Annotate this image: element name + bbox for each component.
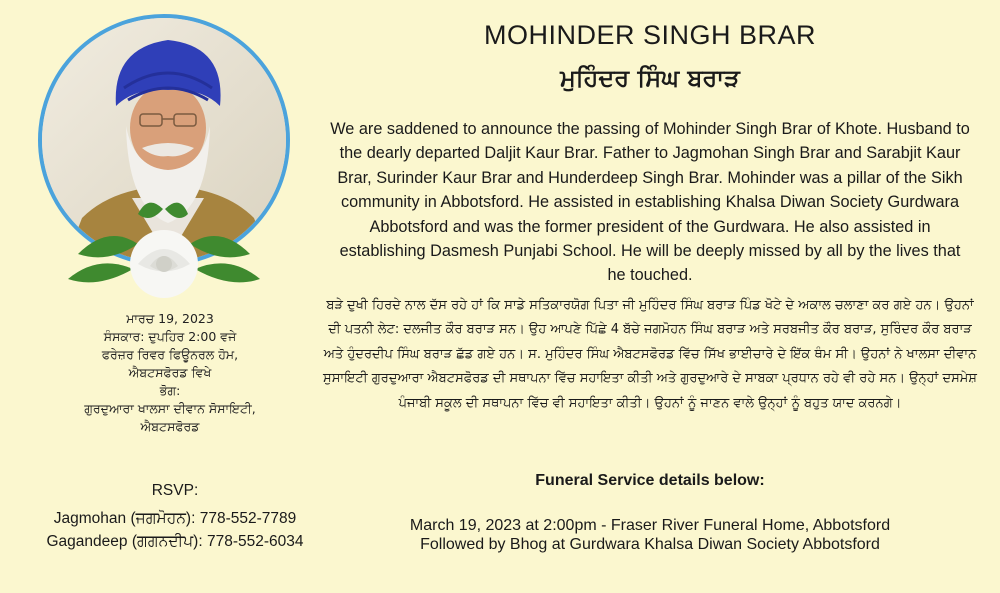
rsvp-contact-name: Gagandeep (ਗਗਨਦੀਪ) — [46, 533, 199, 550]
obituary-english: We are saddened to announce the passing of Mohinder Singh Brar of Khote. Husband to the dearly departed Daljit Kaur Brar. Father to Jagmohan Singh Brar and Sarabjit Kaur Brar, Surinder Kaur Brar and Hunderdeep Singh Brar. Mohinder was a pillar of the Sikh community in Abbotsford. He assisted in establishing Khalsa Diwan Society Gurdwara Abbotsford and was the former president of the Gurdwara. He also assisted in establishing Dasmesh Punjabi School. He will be deeply missed by all by the lives that he touched. — [330, 120, 970, 285]
punjabi-venue: ਫਰੇਜ਼ਰ ਰਿਵਰ ਫਿਊਨਰਲ ਹੋਮ, — [101, 347, 239, 362]
rsvp-contact-name: Jagmohan (ਜਗਮੋਹਨ) — [53, 510, 192, 527]
punjabi-date: ਮਾਰਚ 19, 2023 — [126, 311, 214, 326]
funeral-title: Funeral Service details below: — [535, 472, 765, 489]
punjabi-bhog-city: ਐਬਟਸਫੋਰਡ — [140, 419, 200, 434]
punjabi-bhog-label: ਭੋਗ: — [159, 383, 181, 398]
right-column — [323, 0, 977, 593]
left-column — [0, 0, 340, 593]
name-english: MOHINDER SINGH BRAR — [483, 20, 817, 50]
punjabi-venue-city: ਐਬਟਸਫੋਰਡ ਵਿਖੇ — [128, 365, 212, 380]
funeral-line-2: Followed by Bhog at Gurdwara Khalsa Diwan Society Abbotsford — [420, 536, 880, 553]
rsvp-contact-phone[interactable]: 778-552-7789 — [199, 510, 297, 527]
rsvp-contact-phone[interactable]: 778-552-6034 — [206, 533, 304, 550]
rsvp-section — [20, 480, 330, 552]
obituary-punjabi: ਬੜੇ ਦੁਖੀ ਹਿਰਦੇ ਨਾਲ ਦੱਸ ਰਹੇ ਹਾਂ ਕਿ ਸਾਡੇ ਸਤਿਕਾਰਯੋਗ ਪਿਤਾ ਜੀ ਮੁਹਿੰਦਰ ਸਿੰਘ ਬਰਾੜ ਪਿੰਡ ਖੋਟੇ ਦੇ ਅਕਾਲ ਚਲਾਣਾ ਕਰ ਗਏ ਹਨ। ਉਹਨਾਂ ਦੀ ਪਤਨੀ ਲੇਟ: ਦਲਜੀਤ ਕੌਰ ਬਰਾੜ ਸਨ। ਉਹ ਆਪਣੇ ਪਿੱਛੇ 4 ਬੱਚੇ ਜਗਮੋਹਨ ਸਿੰਘ ਬਰਾੜ ਅਤੇ ਸਰਬਜੀਤ ਕੌਰ ਬਰਾੜ, ਸੁਰਿੰਦਰ ਕੌਰ ਬਰਾੜ ਅਤੇ ਹੁੰਦਰਦੀਪ ਸਿੰਘ ਬਰਾੜ ਛੱਡ ਗਏ ਹਨ। ਸ. ਮੁਹਿੰਦਰ ਸਿੰਘ ਐਬਟਸਫੋਰਡ ਵਿੱਚ ਸਿੱਖ ਭਾਈਚਾਰੇ ਦੇ ਇੱਕ ਥੰਮ ਸੀ। ਉਹਨਾਂ ਨੇ ਖਾਲਸਾ ਦੀਵਾਨ ਸੁਸਾਇਟੀ ਗੁਰਦੁਆਰਾ ਐਬਟਸਫੋਰਡ ਦੀ ਸਥਾਪਨਾ ਵਿੱਚ ਸਹਾਇਤਾ ਕੀਤੀ ਅਤੇ ਗੁਰਦੁਆਰੇ ਦੇ ਸਾਬਕਾ ਪ੍ਰਧਾਨ ਰਹੇ ਵੀ ਰਹੇ ਸਨ। ਉਨ੍ਹਾਂ ਦਸਮੇਸ਼ ਪੰਜਾਬੀ ਸਕੂਲ ਦੀ ਸਥਾਪਨਾ ਵਿੱਚ ਵੀ ਸਹਾਇਤਾ ਕੀਤੀ। ਉਹਨਾਂ ਨੂੰ ਜਾਣਨ ਵਾਲੇ ਉਨ੍ਹਾਂ ਨੂੰ ਬਹੁਤ ਯਾਦ ਕਰਨਗੇ। — [323, 298, 977, 411]
punjabi-service-info — [20, 310, 320, 436]
punjabi-bhog-place: ਗੁਰਦੁਆਰਾ ਖਾਲਸਾ ਦੀਵਾਨ ਸੋਸਾਇਟੀ, — [84, 401, 256, 416]
funeral-line-1: March 19, 2023 at 2:00pm - Fraser River Funeral Home, Abbotsford — [409, 517, 891, 534]
rose-leaves-decoration — [38, 184, 290, 304]
punjabi-sanskar: ਸੰਸਕਾਰ: ਦੁਪਹਿਰ 2:00 ਵਜੇ — [103, 329, 237, 344]
rsvp-label: RSVP: — [151, 482, 199, 499]
name-punjabi: ਮੁਹਿੰਦਰ ਸਿੰਘ ਬਰਾੜ — [560, 64, 740, 92]
funeral-details — [330, 516, 970, 554]
rsvp-contact-2: Gagandeep (ਗਗਨਦੀਪ): 778-552-6034 — [46, 533, 304, 550]
portrait-area — [38, 14, 290, 266]
rsvp-contact-1: Jagmohan (ਜਗਮੋਹਨ): 778-552-7789 — [53, 510, 297, 527]
